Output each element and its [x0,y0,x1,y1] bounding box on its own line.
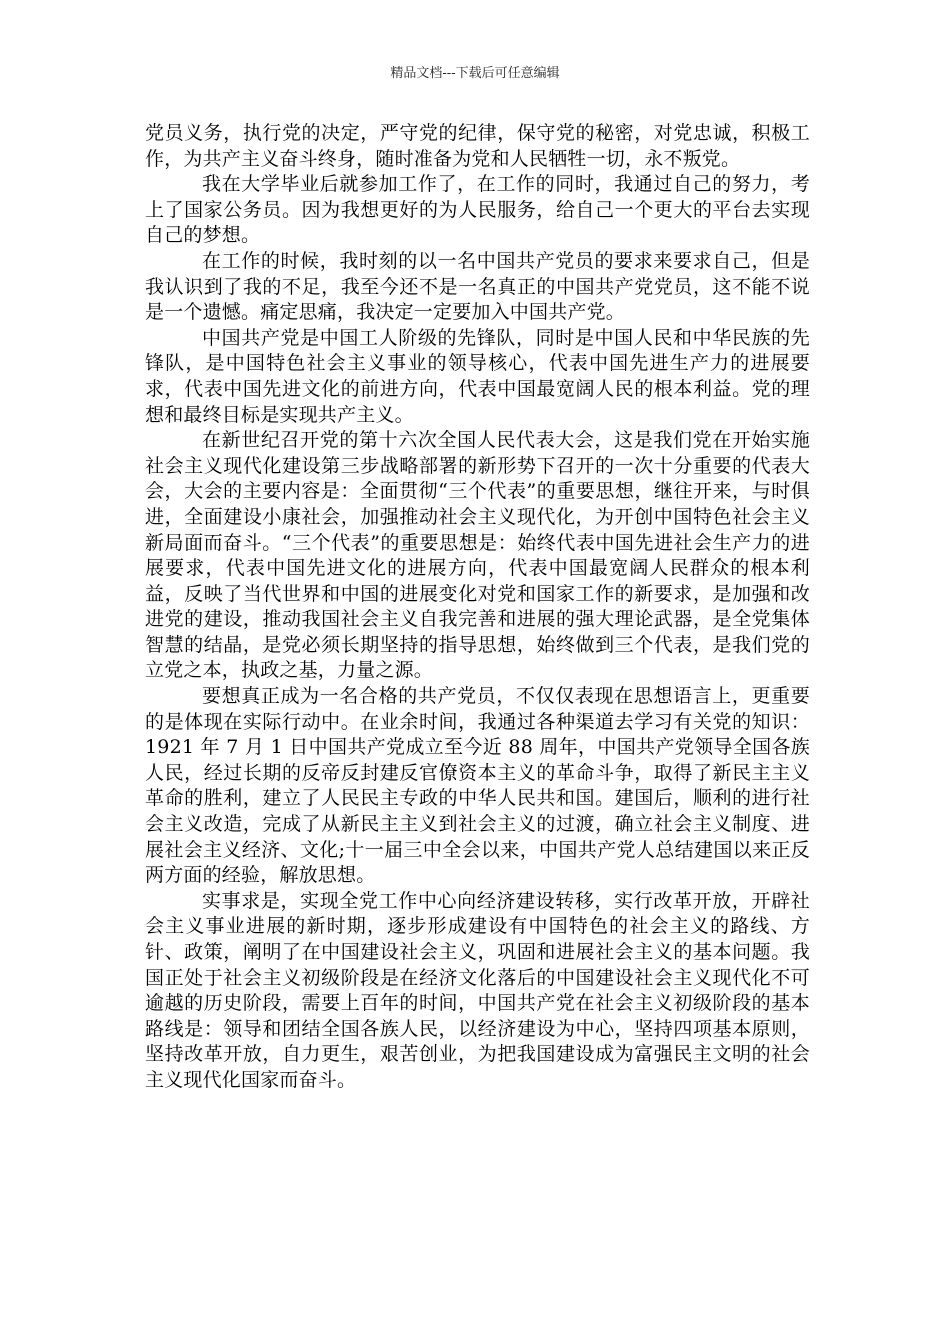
paragraph-5: 在新世纪召开党的第十六次全国人民代表大会，这是我们党在开始实施社会主义现代化建设第三步战略部署的新形势下召开的一次十分重要的代表大会，大会的主要内容是：全面贯彻“三个代表”的重要思想，继往开来，与时俱进，全面建设小康社会，加强推动社会主义现代化，为开创中国特色社会主义新局面而奋斗。“三个代表”的重要思想是：始终代表中国先进社会生产力的进展要求，代表中国先进文化的进展方向，代表中国最宽阔人民群众的根本利益，反映了当代世界和中国的进展变化对党和国家工作的新要求，是加强和改进党的建设，推动我国社会主义自我完善和进展的强大理论武器，是全党集体智慧的结晶，是党必须长期坚持的指导思想，始终做到三个代表，是我们党的立党之本，执政之基，力量之源。 [145,429,810,682]
paragraph-3: 在工作的时候，我时刻的以一名中国共产党员的要求来要求自己，但是我认识到了我的不足，我至今还不是一名真正的中国共产党党员，这不能不说是一个遗憾。痛定思痛，我决定一定要加入中国共产党。 [145,249,810,324]
paragraph-1: 党员义务，执行党的决定，严守党的纪律，保守党的秘密，对党忠诚，积极工作，为共产主义奋斗终身，随时准备为党和人民牺牲一切，永不叛党。 [145,122,810,170]
paragraph-6: 要想真正成为一名合格的共产党员，不仅仅表现在思想语言上，更重要的是体现在实际行动中。在业余时间，我通过各种渠道去学习有关党的知识：1921 年 7 月 1 日中国共产党成立至今近 88 周年，中国共产党领导全国各族人民，经过长期的反帝反封建反官僚资本主义的革命斗争，取得了新民主主义革命的胜利，建立了人民民主专政的中华人民共和国。建国后，顺利的进行社会主义改造，完成了从新民主主义到社会主义的过渡，确立社会主义制度、进展社会主义经济、文化;十一届三中全会以来，中国共产党人总结建国以来正反两方面的经验，解放思想。 [145,685,810,887]
paragraph-4: 中国共产党是中国工人阶级的先锋队，同时是中国人民和中华民族的先锋队，是中国特色社会主义事业的领导核心，代表中国先进生产力的进展要求，代表中国先进文化的前进方向，代表中国最宽阔人民的根本利益。党的理想和最终目标是实现共产主义。 [145,326,810,426]
page-header: 精品文档---下载后可任意编辑 [390,66,560,81]
paragraph-2: 我在大学毕业后就参加工作了，在工作的同时，我通过自己的努力，考上了国家公务员。因为我想更好的为人民服务，给自己一个更大的平台去实现自己的梦想。 [145,173,810,247]
paragraph-7: 实事求是，实现全党工作中心向经济建设转移，实行改革开放，开辟社会主义事业进展的新时期，逐步形成建设有中国特色的社会主义的路线、方针、政策，阐明了在中国建设社会主义，巩固和进展社会主义的基本问题。我国正处于社会主义初级阶段是在经济文化落后的中国建设社会主义现代化不可逾越的历史阶段，需要上百年的时间，中国共产党在社会主义初级阶段的基本路线是：领导和团结全国各族人民，以经济建设为中心，坚持四项基本原则，坚持改革开放，自力更生，艰苦创业，为把我国建设成为富强民主文明的社会主义现代化国家而奋斗。 [145,889,810,1091]
document-body [145,121,810,1094]
